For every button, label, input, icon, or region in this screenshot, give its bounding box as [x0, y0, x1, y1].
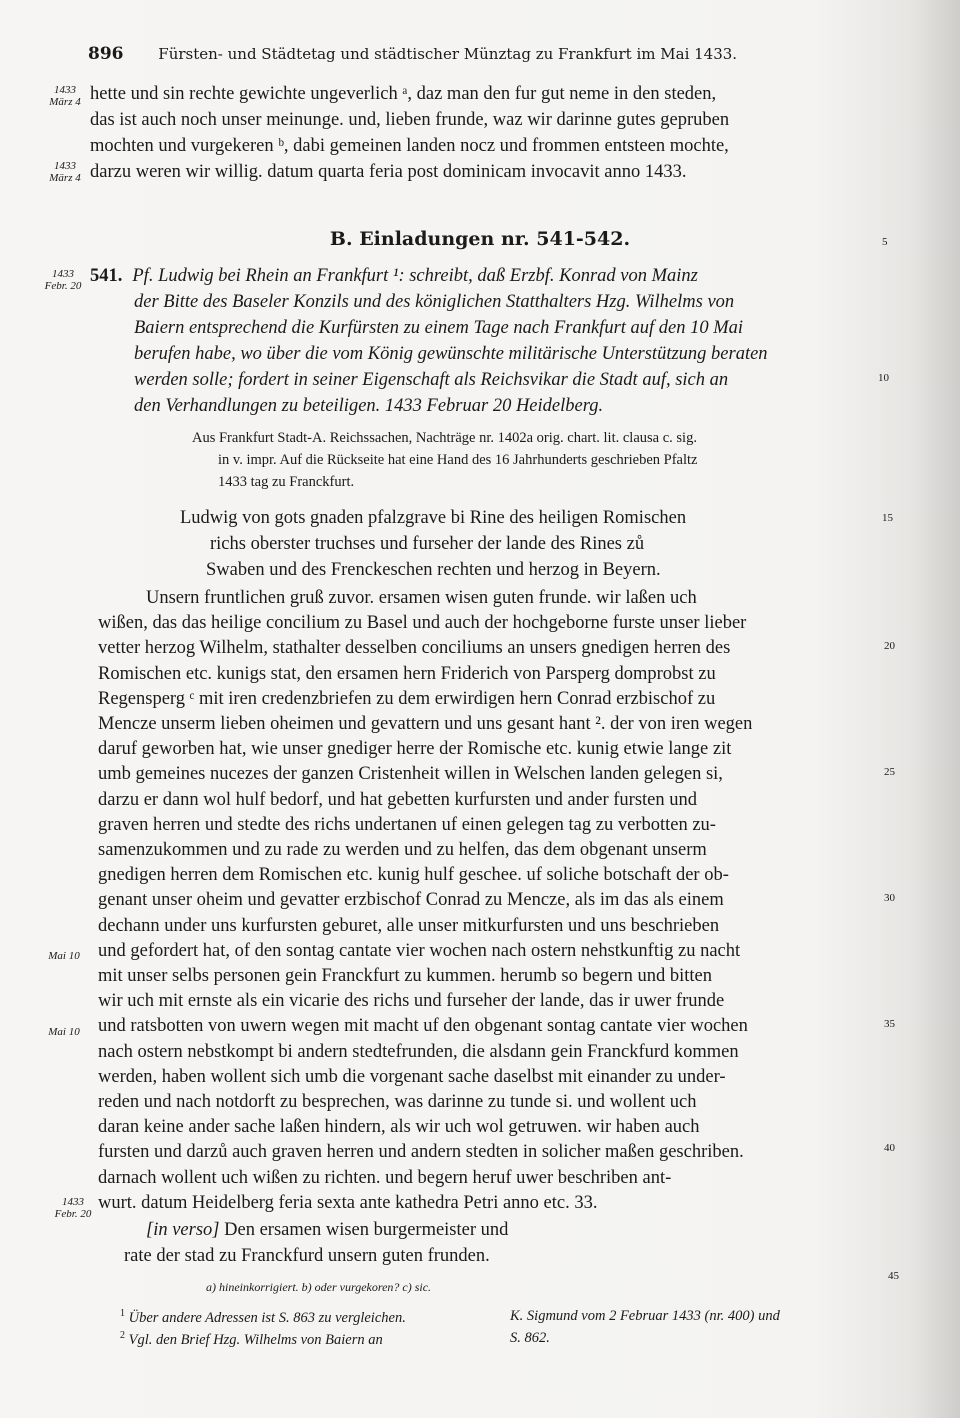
regest-line: der Bitte des Baseler Konzils und des königlichen Statthalters Hzg. Wilhelms von	[134, 292, 735, 312]
regest-line: werden solle; fordert in seiner Eigenschaft als Reichsvikar die Stadt auf, sich an	[134, 370, 729, 390]
line-number: 45	[888, 1270, 899, 1282]
text-line: darzu weren wir willig. datum quarta feria post dominicam invocavit anno 1433.	[90, 162, 687, 182]
line-number: 15	[882, 512, 893, 524]
text-line: werden, haben wollent sich umb die vorgenant sache daselbst mit einander zu under-	[98, 1066, 726, 1087]
footnote-continuation: K. Sigmund vom 2 Februar 1433 (nr. 400) und	[510, 1308, 780, 1324]
text-line: fursten und darzů auch graven herren und andern stedten in solicher maßen geschriben.	[98, 1142, 744, 1163]
verso-line: [in verso] Den ersamen wisen burgermeister und	[146, 1220, 509, 1240]
footnote-continuation: S. 862.	[510, 1330, 550, 1346]
text-line: mit unser selbs personen gein Franckfurt zu kummen. herumb so begern und bitten	[98, 966, 712, 986]
regest-line: 541. Pf. Ludwig bei Rhein an Frankfurt ¹: schreibt, daß Erzbf. Konrad von Mainz	[90, 266, 698, 286]
line-number: 25	[884, 766, 895, 778]
source-note-line: in v. impr. Auf die Rückseite hat eine Hand des 16 Jahrhunderts geschrieben Pfaltz	[218, 452, 698, 468]
address-line: Swaben und des Frenckeschen rechten und herzog in Beyern.	[206, 560, 661, 580]
line-number: 35	[884, 1018, 895, 1030]
margin-date: 1433 Febr. 20	[44, 268, 82, 292]
text-line: hette und sin rechte gewichte ungeverlich ᵃ, daz man den fur gut neme in den steden,	[90, 84, 717, 104]
source-note-line: Aus Frankfurt Stadt-A. Reichssachen, Nachträge nr. 1402a orig. chart. lit. clausa c. sig.	[192, 430, 697, 446]
text-line: mochten und vurgekeren ᵇ, dabi gemeinen landen nocz und frommen entsteen mochte,	[90, 136, 729, 156]
regest-line: berufen habe, wo über die vom König gewünschte militärische Unterstützung beraten	[134, 344, 768, 364]
text-line: darnach wollent uch wißen zu richten. und begern heruf uwer beschriben ant-	[98, 1167, 672, 1188]
line-number: 40	[884, 1142, 895, 1154]
text-line: daran keine ander sache laßen hindern, als wir uch wol getruwen. wir haben auch	[98, 1117, 700, 1138]
regest-line: den Verhandlungen zu beteiligen. 1433 Februar 20 Heidelberg.	[134, 396, 604, 416]
line-number: 30	[884, 892, 895, 904]
text-line: das ist auch noch unser meinunge. und, lieben frunde, waz wir darinne gutes gepruben	[90, 110, 730, 130]
page-number: 896	[88, 44, 124, 64]
footnote: $^1$ Über andere Adressen ist S. 863 zu vergleichen.	[120, 1308, 406, 1326]
margin-date: Mai 10	[48, 1026, 80, 1038]
text-line: genant unser oheim und gevatter erzbischof Conrad zu Mencze, als im das als einem	[98, 890, 724, 911]
text-line: gnedigen herren dem Romischen etc. kunig hulf geschee. uf soliche botschaft der ob-	[98, 865, 729, 886]
footnote: $^2$ Vgl. den Brief Hzg. Wilhelms von Baiern an	[120, 1330, 383, 1348]
text-line: wißen, das das heilige concilium zu Basel und auch der hochgeborne furste unser lieber	[98, 613, 747, 634]
text-line: reden und nach notdorft zu besprechen, was darinne zu tunde si. und wollent uch	[98, 1092, 697, 1112]
source-note-line: 1433 tag zu Franckfurt.	[218, 474, 355, 490]
margin-date: 1433 März 4	[49, 160, 81, 184]
running-title: Fürsten- und Städtetag und städtischer Münztag zu Frankfurt im Mai 1433.	[158, 45, 738, 63]
text-line: wir uch mit ernste als ein vicarie des richs und furseher der lande, das ir uwer frunde	[98, 991, 725, 1012]
text-line: Mencze unserm lieben oheimen und gevattern und uns gesant hant ². der von iren wegen	[98, 714, 753, 734]
text-line: und ratsbotten von uwern wegen mit macht uf den obgenant sontag cantate vier wochen	[98, 1016, 748, 1037]
regest-line: Baiern entsprechend die Kurfürsten zu einem Tage nach Frankfurt auf den 10 Mai	[134, 318, 744, 338]
text-line: Regensperg ᶜ mit iren credenzbriefen zu dem erwirdigen hern Conrad erzbischof zu	[98, 688, 716, 709]
section-heading: B. Einladungen nr. 541-542.	[329, 228, 631, 250]
margin-date: 1433 Febr. 20	[54, 1196, 92, 1220]
text-line: Unsern fruntlichen gruß zuvor. ersamen wisen guten frunde. wir laßen uch	[146, 588, 697, 608]
text-line: daruf geworben hat, wie unser gnediger herre der Romische etc. kunig etwie lange zit	[98, 739, 732, 760]
margin-date: Mai 10	[48, 950, 80, 962]
line-number: 20	[884, 640, 895, 652]
document-number: 541.	[90, 266, 123, 286]
text-line: dechann under uns kurfursten geburet, alle unser mitkurfursten und uns beschrieben	[98, 915, 720, 936]
line-number: 5	[882, 236, 888, 248]
text-line: umb gemeines nucezes der ganzen Cristenheit willen in Welschen landen gelegen si,	[98, 764, 723, 785]
text-line: wurt. datum Heidelberg feria sexta ante kathedra Petri anno etc. 33.	[98, 1192, 598, 1213]
text-line: graven herren und stedte des richs undertanen uf einen gelegen tag zu verbotten zu-	[98, 814, 716, 835]
text-line: Romischen etc. kunigs stat, den ersamen hern Friderich von Parsperg domprobst zu	[98, 663, 716, 684]
text-line: vetter herzog Wilhelm, stathalter desselben conciliums an unsers gnedigen herren des	[98, 638, 731, 659]
running-header	[88, 44, 737, 64]
text-line: und gefordert hat, of den sontag cantate vier wochen nach ostern nehstkunftig zu nacht	[98, 940, 741, 961]
critical-apparatus: a) hineinkorrigiert. b) oder vurgekoren? c) sic.	[206, 1280, 432, 1294]
margin-date: 1433 März 4	[49, 84, 81, 108]
address-line: Ludwig von gots gnaden pfalzgrave bi Rine des heiligen Romischen	[180, 508, 687, 528]
line-number: 10	[878, 372, 889, 384]
text-line: darzu er dann wol hulf bedorf, und hat gebetten kurfursten und ander fursten und	[98, 789, 698, 810]
text-line: nach ostern nebstkompt bi andern stedtefrunden, die alsdann gein Franckfurd kommen	[98, 1041, 739, 1062]
text-line: samenzukommen und zu rade zu werden und zu helfen, das dem obgenant unserm	[98, 840, 707, 860]
address-line: richs oberster truchses und furseher der lande des Rines zů	[210, 534, 645, 554]
verso-line: rate der stad zu Franckfurd unsern guten frunden.	[124, 1246, 490, 1266]
